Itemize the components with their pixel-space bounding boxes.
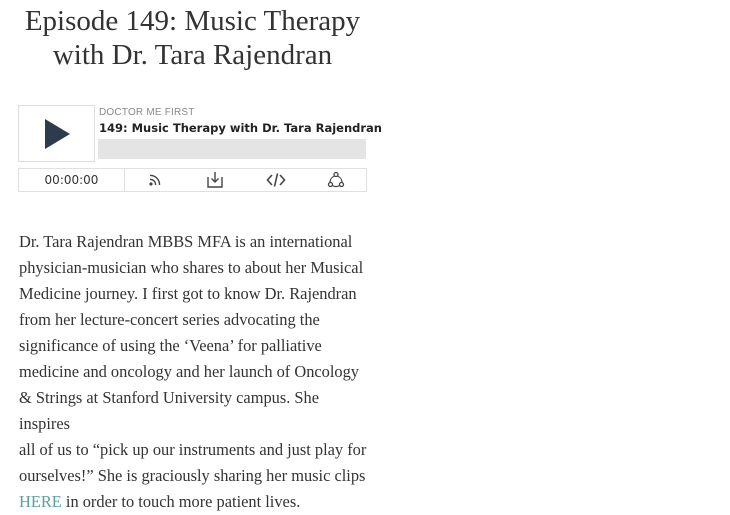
podcast-name[interactable]: DOCTOR ME FIRST — [99, 107, 195, 118]
description-line: physician-musician who shares to about her Musical — [19, 258, 364, 277]
current-time: 00:00:00 — [19, 169, 125, 191]
description-line: & Strings at Stanford University campus. She inspires — [19, 388, 320, 433]
player-controls — [18, 168, 367, 192]
subscribe-button[interactable] — [125, 169, 185, 191]
description-line: Dr. Tara Rajendran MBBS MFA is an international — [19, 232, 353, 251]
download-icon — [206, 171, 224, 189]
play-icon — [43, 118, 71, 150]
description-line: significance of using the ‘Veena’ for palliative — [19, 336, 322, 355]
description-line: ourselves!” She is graciously sharing her music clips — [19, 466, 366, 485]
rss-icon — [147, 172, 163, 188]
episode-title-line-2: with Dr. Tara Rajendran — [52, 39, 333, 71]
embed-button[interactable] — [246, 169, 306, 191]
episode-description — [19, 229, 369, 515]
episode-title-line-1: Episode 149: Music Therapy — [24, 5, 361, 37]
play-button[interactable] — [18, 105, 95, 162]
download-button[interactable] — [185, 169, 245, 191]
description-line: all of us to “pick up our instruments and just play for — [19, 440, 367, 459]
share-icon — [327, 171, 345, 189]
music-clips-link[interactable]: HERE — [19, 492, 62, 511]
episode-title — [19, 4, 366, 72]
share-button[interactable] — [306, 169, 366, 191]
podcast-player — [18, 105, 382, 191]
description-line: from her lecture-concert series advocating the — [19, 310, 320, 329]
progress-bar[interactable] — [98, 139, 366, 159]
embed-icon — [266, 172, 286, 188]
player-episode-name[interactable]: 149: Music Therapy with Dr. Tara Rajendran — [99, 121, 382, 135]
description-line: Medicine journey. I first got to know Dr. Rajendran — [19, 284, 357, 303]
description-line: in order to touch more patient lives. — [61, 492, 301, 511]
description-line: medicine and oncology and her launch of Oncology — [19, 362, 360, 381]
